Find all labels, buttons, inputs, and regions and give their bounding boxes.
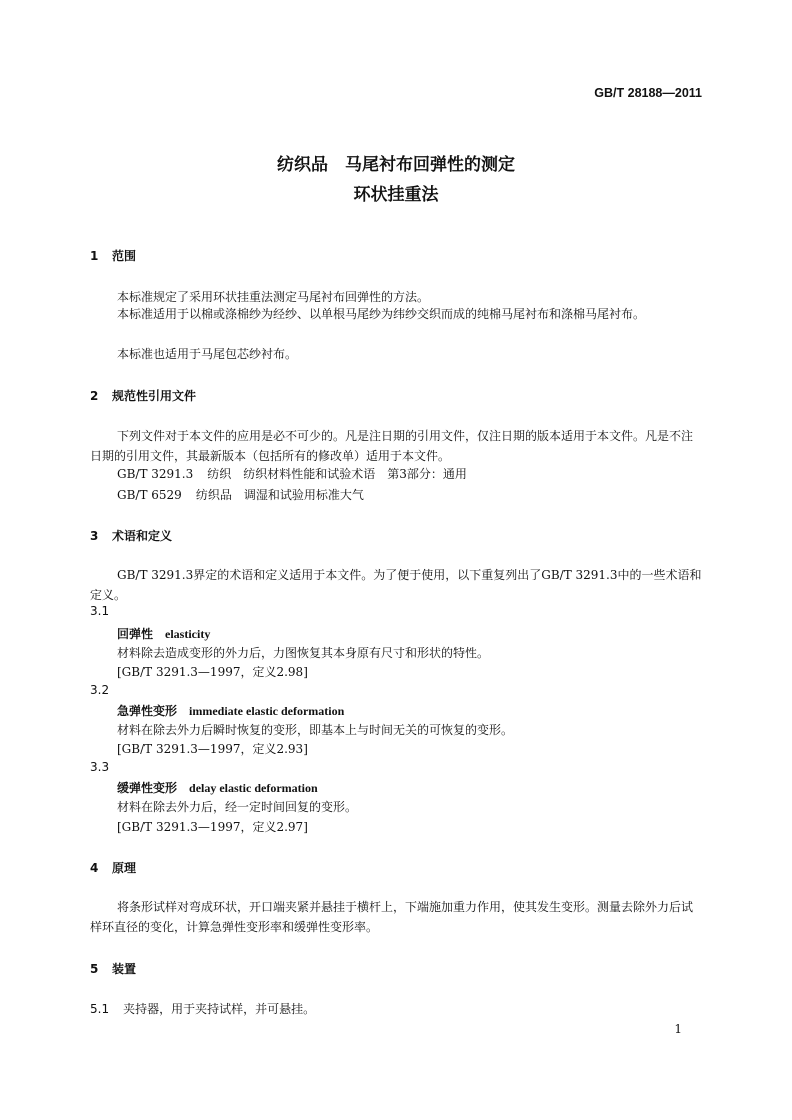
section-heading-normative-references — [90, 387, 196, 404]
section-heading-principle — [90, 859, 136, 876]
section-title: 范围 — [112, 249, 137, 263]
term-source: [GB/T 3291.3—1997，定义2.97] — [117, 820, 308, 834]
paragraph: 本标准规定了采用环状挂重法测定马尾衬布回弹性的方法。 — [117, 290, 430, 304]
section-title: 术语和定义 — [112, 529, 173, 543]
paragraph: 下列文件对于本文件的应用是必不可少的。凡是注日期的引用文件，仅注日期的版本适用于本文件。凡是不注日期的引用文件，其最新版本（包括所有的修改单）适用于本文件。 — [90, 429, 694, 463]
section-heading-scope — [90, 247, 136, 264]
reference-code: GB/T 3291.3 — [117, 467, 194, 481]
clause-item — [90, 1000, 315, 1017]
term-definition: 材料在除去外力后瞬时恢复的变形，即基本上与时间无关的可恢复的变形。 — [117, 723, 514, 737]
page-number: 1 — [674, 1022, 682, 1036]
section-number: 5 — [90, 962, 99, 976]
section-number: 4 — [90, 861, 99, 875]
term-heading — [117, 702, 344, 719]
section-heading-apparatus — [90, 960, 136, 977]
term-en: elasticity — [165, 627, 211, 641]
paragraph: 本标准也适用于马尾包芯纱衬布。 — [117, 347, 298, 361]
section-title: 装置 — [112, 962, 137, 976]
clause-number: 5.1 — [90, 1002, 110, 1016]
reference-code: GB/T 6529 — [117, 488, 182, 502]
section-number: 3 — [90, 529, 99, 543]
clause-text: 夹持器，用于夹持试样，并可悬挂。 — [123, 1002, 316, 1016]
term-cn: 缓弹性变形 — [117, 781, 178, 795]
term-heading — [117, 779, 318, 796]
paragraph: 将条形试样对弯成环状，开口端夹紧并悬挂于横杆上，下端施加重力作用，使其发生变形。测量去除外力后试样环直径的变化，计算急弹性变形率和缓弹性变形率。 — [90, 900, 694, 934]
reference-title: 纺织品 调湿和试验用标准大气 — [195, 488, 364, 502]
term-number: 3.1 — [90, 604, 110, 618]
term-cn: 回弹性 — [117, 627, 154, 641]
reference-item — [117, 465, 467, 482]
term-number: 3.3 — [90, 760, 110, 774]
term-en: immediate elastic deformation — [189, 704, 345, 718]
term-definition: 材料在除去外力后，经一定时间回复的变形。 — [117, 800, 358, 814]
term-heading — [117, 625, 210, 642]
section-heading-terms — [90, 527, 172, 544]
document-title: 纺织品 马尾衬布回弹性的测定 — [277, 155, 515, 175]
section-title: 原理 — [112, 861, 137, 875]
paragraph: GB/T 3291.3界定的术语和定义适用于本文件。为了便于使用，以下重复列出了GB/T 3291.3中的一些术语和定义。 — [90, 568, 702, 602]
term-definition: 材料除去造成变形的外力后，力图恢复其本身原有尺寸和形状的特性。 — [117, 646, 490, 660]
section-title: 规范性引用文件 — [112, 389, 197, 403]
reference-item — [117, 486, 364, 503]
term-cn: 急弹性变形 — [117, 704, 178, 718]
section-number: 2 — [90, 389, 99, 403]
reference-title: 纺织 纺织材料性能和试验术语 第3部分：通用 — [207, 467, 467, 481]
paragraph: 本标准适用于以棉或涤棉纱为经纱、以单根马尾纱为纬纱交织而成的纯棉马尾衬布和涤棉马尾衬布。 — [117, 307, 646, 321]
section-number: 1 — [90, 249, 99, 263]
term-source: [GB/T 3291.3—1997，定义2.93] — [117, 742, 308, 756]
term-number: 3.2 — [90, 683, 110, 697]
term-source: [GB/T 3291.3—1997，定义2.98] — [117, 665, 308, 679]
standard-code: GB/T 28188—2011 — [594, 86, 702, 100]
term-en: delay elastic deformation — [189, 781, 318, 795]
document-subtitle: 环状挂重法 — [353, 185, 439, 205]
